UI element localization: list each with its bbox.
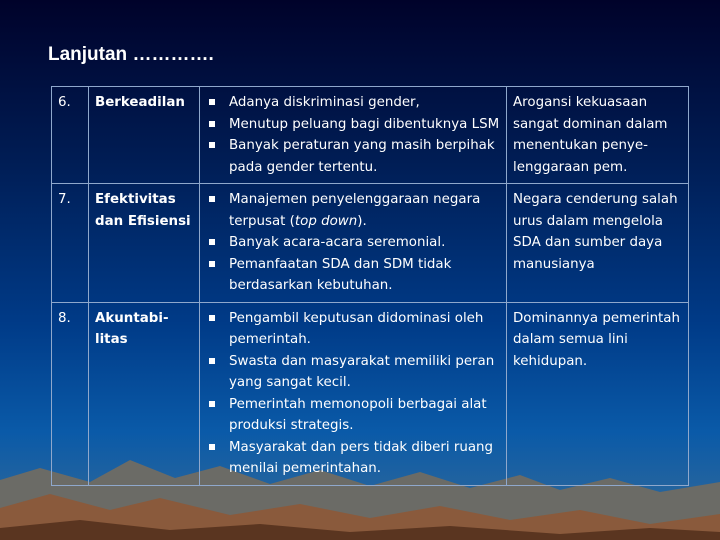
row-number: 6. bbox=[52, 87, 89, 184]
problem-cell bbox=[200, 87, 507, 184]
problem-cell bbox=[200, 302, 507, 485]
aspect-label: Akuntabi-litas bbox=[89, 302, 200, 485]
slide-title: Lanjutan …………. bbox=[48, 44, 214, 65]
italic-term: top down bbox=[294, 213, 358, 229]
list-item-text: Manajemen penyelenggaraan negara terpusat ( bbox=[229, 192, 481, 229]
aspect-label: Berkeadilan bbox=[89, 87, 200, 184]
impact-cell: Arogansi kekuasaan sangat dominan dalam menentukan penye-lenggaraan pem. bbox=[507, 87, 689, 184]
governance-table bbox=[51, 86, 689, 486]
list-item: Menutup peluang bagi dibentuknya LSM bbox=[206, 114, 500, 136]
list-item: Pengambil keputusan didominasi oleh pemerintah. bbox=[206, 308, 500, 351]
list-item: Banyak peraturan yang masih berpihak pada gender tertentu. bbox=[206, 135, 500, 178]
list-item-text: ). bbox=[357, 213, 367, 229]
table-row bbox=[52, 302, 689, 485]
list-item: Swasta dan masyarakat memiliki peran yang sangat kecil. bbox=[206, 351, 500, 394]
impact-cell: Dominannya pemerintah dalam semua lini kehidupan. bbox=[507, 302, 689, 485]
problem-cell bbox=[200, 184, 507, 303]
list-item: Masyarakat dan pers tidak diberi ruang menilai pemerintahan. bbox=[206, 437, 500, 480]
impact-cell: Negara cenderung salah urus dalam mengelola SDA dan sumber daya manusianya bbox=[507, 184, 689, 303]
list-item: Banyak acara-acara seremonial. bbox=[206, 232, 500, 254]
list-item: Pemanfaatan SDA dan SDM tidak berdasarkan kebutuhan. bbox=[206, 254, 500, 297]
list-item: Adanya diskriminasi gender, bbox=[206, 92, 500, 114]
list-item bbox=[206, 189, 500, 232]
list-item: Pemerintah memonopoli berbagai alat produksi strategis. bbox=[206, 394, 500, 437]
row-number: 8. bbox=[52, 302, 89, 485]
aspect-label: Efektivitas dan Efisiensi bbox=[89, 184, 200, 303]
table-row bbox=[52, 184, 689, 303]
row-number: 7. bbox=[52, 184, 89, 303]
table-row bbox=[52, 87, 689, 184]
